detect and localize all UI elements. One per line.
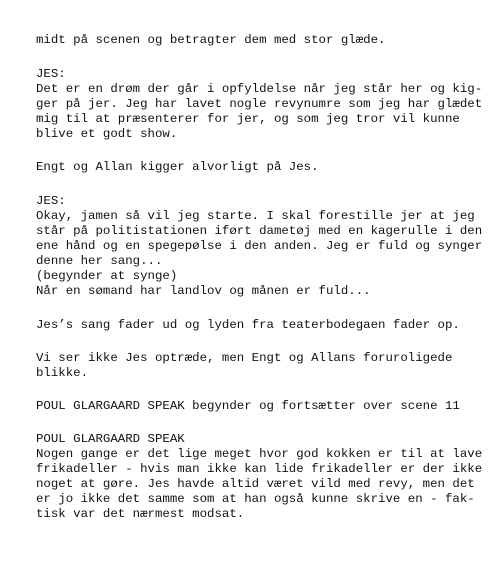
parenthetical: (begynder at synge) [36, 269, 178, 283]
action-line: POUL GLARGAARD SPEAK begynder og fortsætter over scene 11 [36, 399, 460, 413]
action-line: Jes’s sang fader ud og lyden fra teaterbodegaen fader op. [36, 318, 460, 332]
dialogue-line: står på politistationen iført dametøj med en kagerulle i den [36, 224, 483, 238]
dialogue-line: tisk var det nærmest modsat. [36, 507, 245, 521]
character-cue: JES: [36, 67, 66, 81]
dialogue-line: frikadeller - hvis man ikke kan lide frikadeller er der ikke [36, 462, 483, 476]
dialogue-line: blive et godt show. [36, 127, 178, 141]
action-line: Engt og Allan kigger alvorligt på Jes. [36, 160, 319, 174]
action-line: Vi ser ikke Jes optræde, men Engt og Allans foruroligede [36, 351, 453, 365]
dialogue-line: Det er en drøm der går i opfyldelse når jeg står her og kig- [36, 82, 483, 96]
dialogue-line: Når en sømand har landlov og månen er fuld... [36, 284, 371, 298]
dialogue-line: mig til at præsenterer for jer, og som jeg tror vil kunne [36, 112, 460, 126]
action-line: midt på scenen og betragter dem med stor glæde. [36, 33, 386, 47]
dialogue-line: er jo ikke det samme som at han også kunne skrive en - fak- [36, 492, 475, 506]
dialogue-line: denne her sang... [36, 254, 163, 268]
dialogue-line: Nogen gange er det lige meget hvor god kokken er til at lave [36, 447, 483, 461]
dialogue-line: Okay, jamen så vil jeg starte. I skal forestille jer at jeg [36, 209, 475, 223]
dialogue-line: ger på jer. Jeg har lavet nogle revynumre som jeg har glædet [36, 97, 483, 111]
dialogue-line: noget at gøre. Jes havde altid været vild med revy, men det [36, 477, 475, 491]
character-cue: POUL GLARGAARD SPEAK [36, 432, 185, 446]
character-cue: JES: [36, 194, 66, 208]
action-line: blikke. [36, 366, 89, 380]
dialogue-line: ene hånd og en spegepølse i den anden. Jeg er fuld og synger [36, 239, 483, 253]
